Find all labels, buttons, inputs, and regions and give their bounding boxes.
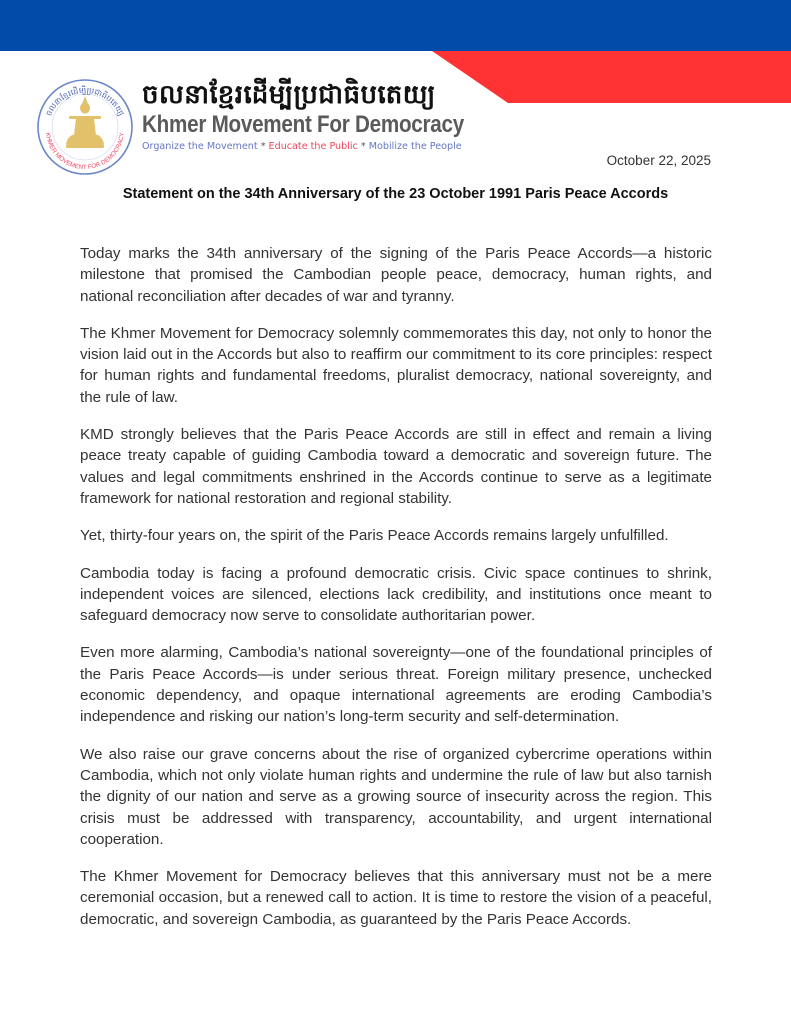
tagline-part-educate: Educate the Public xyxy=(268,141,358,152)
svg-text:ចលនាខ្មែរដើម្បីប្រជាធិបតេយ្យ: ចលនាខ្មែរដើម្បីប្រជាធិបតេយ្យ xyxy=(44,85,126,118)
header-blue-band xyxy=(0,0,791,51)
organization-logo xyxy=(36,78,134,176)
brand-tagline xyxy=(142,141,492,152)
body-paragraph: Today marks the 34th anniversary of the signing of the Paris Peace Accords—a historic milestone that promised the Cambodian people peace, democracy, human rights, and national reconciliation after decades of war and tyranny. xyxy=(80,245,712,305)
tagline-separator: * xyxy=(357,141,369,152)
tagline-part-mobilize: Mobilize the People xyxy=(368,141,462,152)
body-paragraph: Yet, thirty-four years on, the spirit of the Paris Peace Accords remains largely unfulfilled. xyxy=(80,527,669,545)
body-paragraph: The Khmer Movement for Democracy solemnly commemorates this day, not only to honor the vision laid out in the Accords but also to reaffirm our commitment to its core principles: respect for human rights and fundamental freedoms, pluralist democracy, national sovereignty, and the rule of law. xyxy=(80,324,712,406)
tagline-part-organize: Organize the Movement xyxy=(142,141,258,152)
body-paragraph: Cambodia today is facing a profound democratic crisis. Civic space continues to shrink, independent voices are silenced, elections lack credibility, and institutions once meant to safeguard democracy now serve to consolidate authoritarian power. xyxy=(80,564,712,625)
body-paragraph: The Khmer Movement for Democracy believes that this anniversary must not be a mere ceremonial occasion, but a renewed call to action. It is time to restore the vision of a peaceful, democratic, and sovereign Cambodia, as guaranteed by the Paris Peace Accords. xyxy=(80,868,712,928)
brand-khmer-name: ចលនាខ្មែរដើម្បីប្រជាធិបតេយ្យ xyxy=(142,80,436,110)
tagline-separator: * xyxy=(257,141,269,152)
body-paragraph: KMD strongly believes that the Paris Peace Accords are still in effect and remain a living peace treaty capable of guiding Cambodia toward a democratic and sovereign future. The values and legal commitments enshrined in the Accords continue to serve as a legitimate framework for national restoration and regional stability. xyxy=(80,426,712,507)
body-paragraph: We also raise our grave concerns about the rise of organized cybercrime operations within Cambodia, which not only violate human rights and undermine the rule of law but also tarnish the dignity of our nation and serve as a growing source of insecurity across the region. This crisis must be addressed with transparency, accountability, and urgent international cooperation. xyxy=(80,745,712,848)
statement-body xyxy=(80,243,712,946)
brand-block xyxy=(142,80,492,152)
brand-english-name: Khmer Movement For Democracy xyxy=(142,111,464,138)
svg-text:KHMER MOVEMENT FOR DEMOCRACY: KHMER MOVEMENT FOR DEMOCRACY xyxy=(44,132,126,172)
buddha-seal-logo-icon xyxy=(36,78,134,176)
statement-title: Statement on the 34th Anniversary of the 23 October 1991 Paris Peace Accords xyxy=(122,186,669,202)
statement-date: October 22, 2025 xyxy=(606,153,711,168)
body-paragraph: Even more alarming, Cambodia’s national sovereignty—one of the foundational principles of the Paris Peace Accords—is under serious threat. Foreign military presence, unchecked economic dependency, and opaque international agreements are eroding Cambodia’s independence and risking our nation’s long-term security and self-determination. xyxy=(80,644,712,726)
